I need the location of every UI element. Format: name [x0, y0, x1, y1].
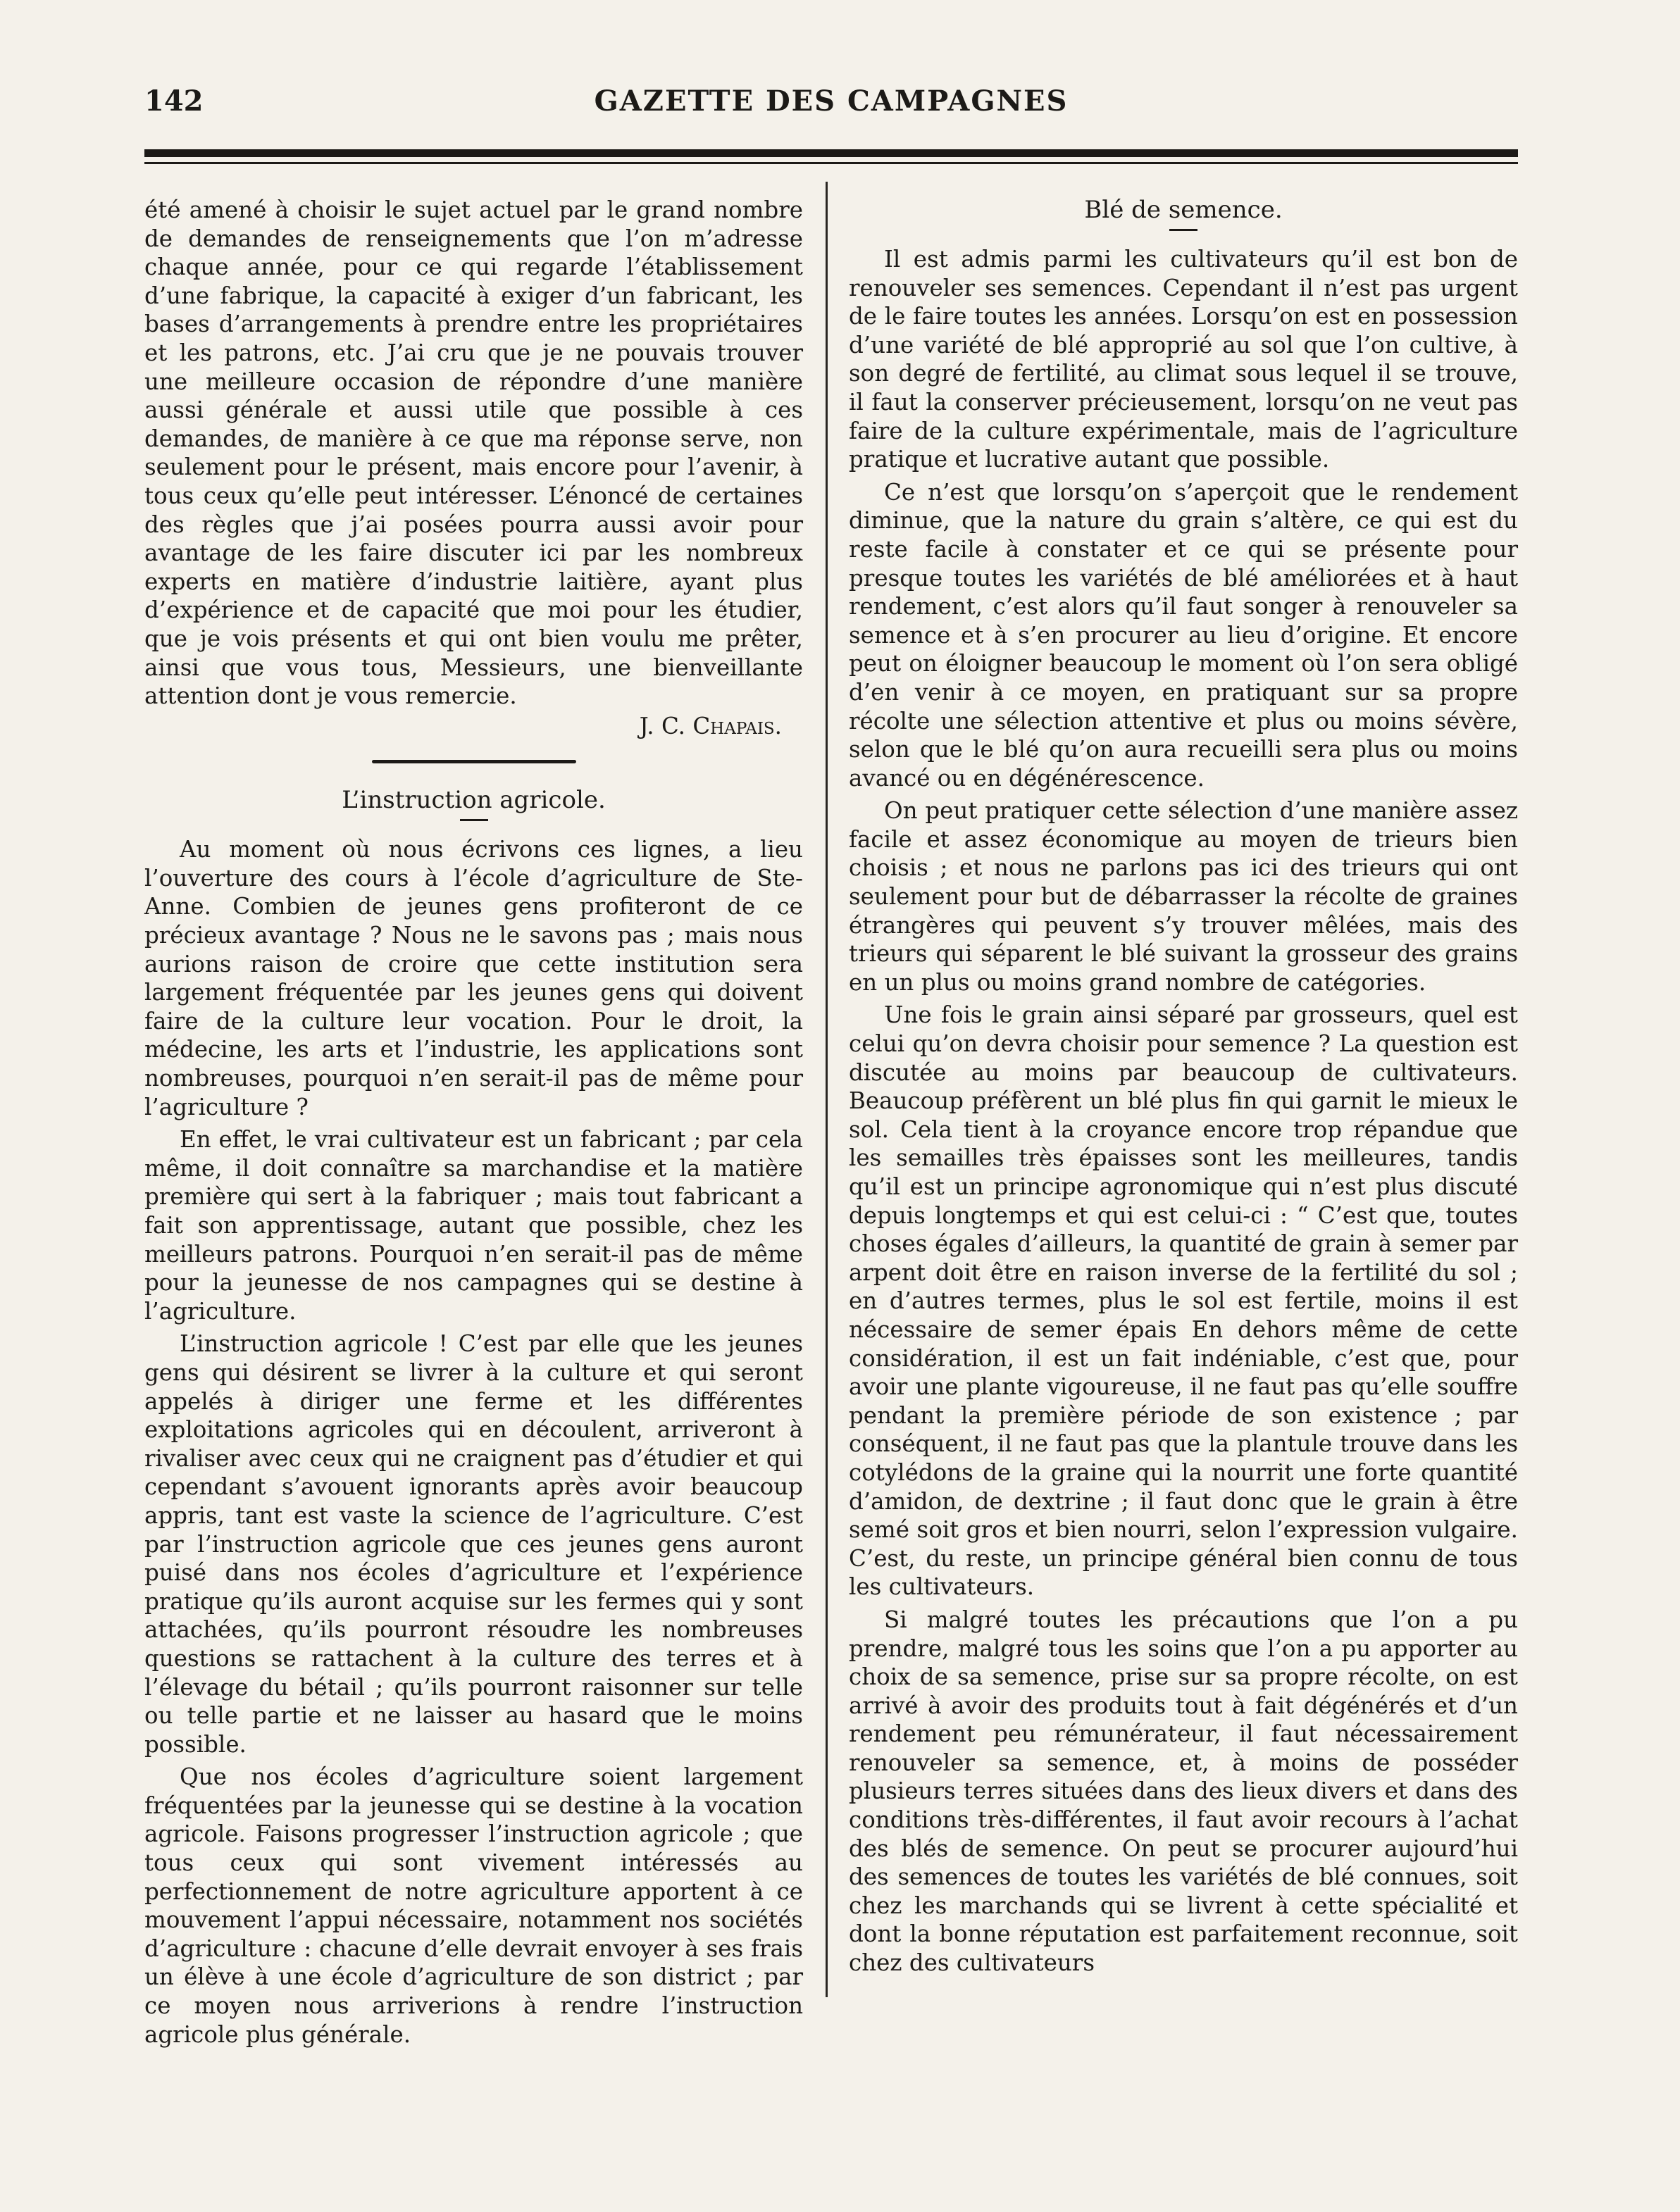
- heading-dash: [460, 819, 488, 821]
- paragraph: En effet, le vrai cultivateur est un fabricant ; par cela même, il doit connaître sa marchandise et la matière première qui sert à la fabriquer ; mais tout fabricant a fait son apprentissage, autant que possible, chez les meilleurs patrons. Pourquoi n’en serait-il pas de même pour la jeunesse de nos campagnes qui se destine à l’agriculture.: [144, 1126, 803, 1325]
- paragraph: Ce n’est que lorsqu’on s’aperçoit que le rendement diminue, que la nature du grain s’altère, ce qui est du reste facile à constater et ce qui se présente pour presque toutes les variétés de blé améliorées et à haut rendement, c’est alors qu’il faut songer à renouveler sa semence et à s’en procurer au lieu d’origine. Et encore peut on éloigner beaucoup le moment où l’on sera obligé d’en venir à ce moyen, en pratiquant sur sa propre récolte une sélection attentive et plus ou moins sévère, selon que le blé qu’on aura recueilli sera plus ou moins avancé ou en dégénérescence.: [849, 478, 1518, 792]
- column-divider: [826, 182, 828, 1997]
- header-rule-thick: [144, 149, 1518, 157]
- author-signature: [144, 712, 803, 741]
- page-number: 142: [144, 85, 204, 118]
- paragraph: Si malgré toutes les précautions que l’on a pu prendre, malgré tous les soins que l’on a pu apporter au choix de sa semence, prise sur sa propre récolte, on est arrivé à avoir des produits tout à fait dégénérés et d’un rendement peu rémunérateur, il faut nécessairement renouveler sa semence, et, à moins de posséder plusieurs terres situées dans des lieux divers et dans des conditions très-différentes, il faut avoir recours à l’achat des blés de semence. On peut se procurer aujourd’hui des semences de toutes les variétés de blé connues, soit chez les marchands qui se livrent à cette spécialité et dont la bonne réputation est parfaitement reconnue, soit chez des cultivateurs: [849, 1606, 1518, 1977]
- paragraph: Une fois le grain ainsi séparé par grosseurs, quel est celui qu’on devra choisir pour semence ? La question est discutée au moins par beaucoup de cultivateurs. Beaucoup préfèrent un blé plus fin qui garnit le mieux le sol. Cela tient à la croyance encore trop répandue que les semailles très épaisses sont les meilleures, tandis qu’il est un principe agronomique qui n’est plus discuté depuis longtemps et qui est celui-ci : “ C’est que, toutes choses égales d’ailleurs, la quantité de grain à semer par arpent doit être en raison inverse de la fertilité du sol ; en d’autres termes, plus le sol est fertile, moins il est nécessaire de semer épais En dehors même de cette considération, il est un fait indéniable, c’est que, pour avoir une plante vigoureuse, il ne faut pas qu’elle souffre pendant la première période de son existence ; par conséquent, il ne faut pas que la plantule trouve dans les cotylédons de la graine qui la nourrit une forte quantité d’amidon, de dextrine ; il faut donc que le grain à être semé soit gros et bien nourri, selon l’expression vulgaire. C’est, du reste, un principe général bien connu de tous les cultivateurs.: [849, 1001, 1518, 1601]
- paragraph: Que nos écoles d’agriculture soient largement fréquentées par la jeunesse qui se destine à la vocation agricole. Faisons progresser l’instruction agricole ; que tous ceux qui sont vivement intéressés au perfectionnement de notre agriculture apportent à ce mouvement l’appui nécessaire, notamment nos sociétés d’agriculture : chacune d’elle devrait envoyer à ses frais un élève à une école d’agriculture de son district ; par ce moyen nous arriverions à rendre l’instruction agricole plus générale.: [144, 1763, 803, 2048]
- heading-dash: [1169, 229, 1197, 231]
- paragraph: L’instruction agricole ! C’est par elle que les jeunes gens qui désirent se livrer à la culture et qui seront appelés à diriger une ferme et les différentes exploitations agricoles qui en découlent, arriveront à rivaliser avec ceux qui ne craignent pas d’étudier et qui cependant s’avouent ignorants après avoir beaucoup appris, tant est vaste la science de l’agriculture. C’est par l’instruction agricole que ces jeunes gens auront puisé dans nos écoles d’agriculture et l’expérience pratique qu’ils auront acquise sur les fermes qui y sont attachées, qu’ils pourront résoudre les nombreuses questions se rattachent à la culture des terres et à l’élevage du bétail ; qu’ils pourront raisonner sur telle ou telle partie et ne laisser au hasard que le moins possible.: [144, 1330, 803, 1758]
- signature-text: J. C. Chapais.: [639, 712, 782, 739]
- running-title: GAZETTE DES CAMPAGNES: [594, 85, 1069, 118]
- paragraph: Au moment où nous écrivons ces lignes, a lieu l’ouverture des cours à l’école d’agriculture de Ste-Anne. Combien de jeunes gens profiteront de ce précieux avantage ? Nous ne le savons pas ; mais nous aurions raison de croire que cette institution sera largement fréquentée par les jeunes gens qui doivent faire de la culture leur vocation. Pour le droit, la médecine, les arts et l’industrie, les applications sont nombreuses, pourquoi n’en serait-il pas de même pour l’agriculture ?: [144, 836, 803, 1120]
- article-heading-instruction: L’instruction agricole.: [342, 786, 606, 815]
- header-rule-thin: [144, 162, 1518, 164]
- article-heading-ble: Blé de semence.: [1084, 196, 1283, 224]
- left-column: [144, 196, 803, 2049]
- paragraph: Il est admis parmi les cultivateurs qu’il est bon de renouveler ses semences. Cependant il n’est pas urgent de le faire toutes les années. Lorsqu’on est en possession d’une variété de blé approprié au sol que l’on cultive, à son degré de fertilité, au climat sous lequel il se trouve, il faut la conserver précieusement, lorsqu’on ne veut pas faire de la culture expérimentale, mais de l’agriculture pratique et lucrative autant que possible.: [849, 246, 1518, 473]
- article-separator: [372, 760, 576, 763]
- paragraph: On peut pratiquer cette sélection d’une manière assez facile et assez économique au moyen de trieurs bien choisis ; et nous ne parlons pas ici des trieurs qui ont seulement pour but de débarrasser la récolte de graines étrangères qui peuvent s’y trouver mêlées, mais des trieurs qui séparent le blé suivant la grosseur des grains en un plus ou moins grand nombre de catégories.: [849, 797, 1518, 996]
- opening-paragraph: été amené à choisir le sujet actuel par le grand nombre de demandes de renseignements que l’on m’adresse chaque année, pour ce qui regarde l’établissement d’une fabrique, la capacité à exiger d’un fabricant, les bases d’arrangements à prendre entre les propriétaires et les patrons, etc. J’ai cru que je ne pouvais trouver une meilleure occasion de répondre d’une manière aussi générale et aussi utile que possible à ces demandes, de manière à ce que ma réponse serve, non seulement pour le présent, mais encore pour l’avenir, à tous ceux qu’elle peut intéresser. L’énoncé de certaines des règles que j’ai posées pourra aussi avoir pour avantage de les faire discuter ici par les nombreux experts en matière d’industrie laitière, ayant plus d’expérience et de capacité que moi pour les étudier, que je vois présents et qui ont bien voulu me prêter, ainsi que vous tous, Messieurs, une bienveillante attention dont je vous remercie.: [144, 196, 803, 710]
- page-header: [144, 85, 1518, 127]
- right-column: [849, 196, 1518, 1977]
